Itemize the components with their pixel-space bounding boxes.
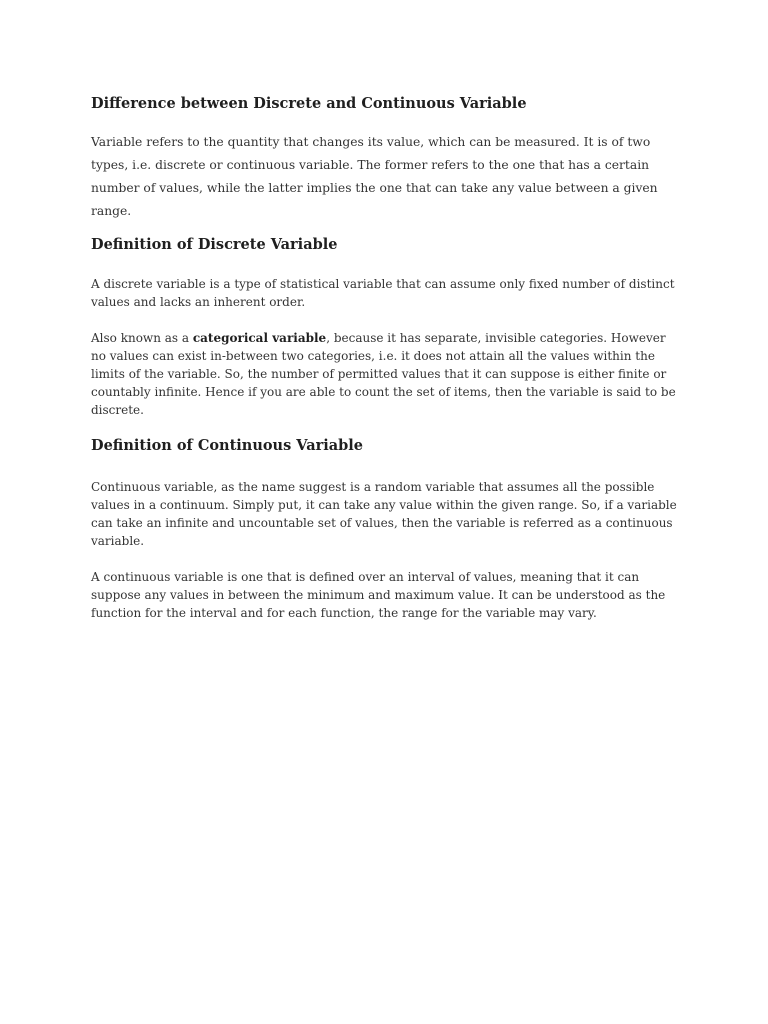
intro-paragraph: Variable refers to the quantity that changes its value, which can be measured. It is of two types, i.e. discrete or continuous variable. The former refers to the one that has a certain number of values, while the latter implies the one that can take any value between a given range. xyxy=(91,135,658,218)
discrete-p2-lead: Also known as a xyxy=(91,331,193,345)
continuous-heading: Definition of Continuous Variable xyxy=(91,437,364,454)
document-title: Difference between Discrete and Continuous Variable xyxy=(91,95,527,112)
document-page xyxy=(91,94,681,622)
categorical-variable-term: categorical variable xyxy=(192,331,327,345)
continuous-paragraph-2: A continuous variable is one that is defined over an interval of values, meaning that it can suppose any values in between the minimum and maximum value. It can be understood as the function for the interval and for each function, the range for the variable may vary. xyxy=(91,570,666,620)
continuous-paragraph-1: Continuous variable, as the name suggest is a random variable that assumes all the possible values in a continuum. Simply put, it can take any value within the given range. So, if a variable can take an infinite and uncountable set of values, then the variable is referred as a continuous variable. xyxy=(91,480,677,548)
discrete-paragraph-2 xyxy=(91,329,681,419)
discrete-paragraph-1: A discrete variable is a type of statistical variable that can assume only fixed number of distinct values and lacks an inherent order. xyxy=(91,277,675,309)
discrete-heading: Definition of Discrete Variable xyxy=(91,236,338,253)
discrete-p2-rest: , because it has separate, invisible categories. However no values can exist in-between two categories, i.e. it does not attain all the values within the limits of the variable. So, the number of permitted values that it can suppose is either finite or countably infinite. Hence if you are able to count the set of items, then the variable is said to be discrete. xyxy=(91,331,676,417)
